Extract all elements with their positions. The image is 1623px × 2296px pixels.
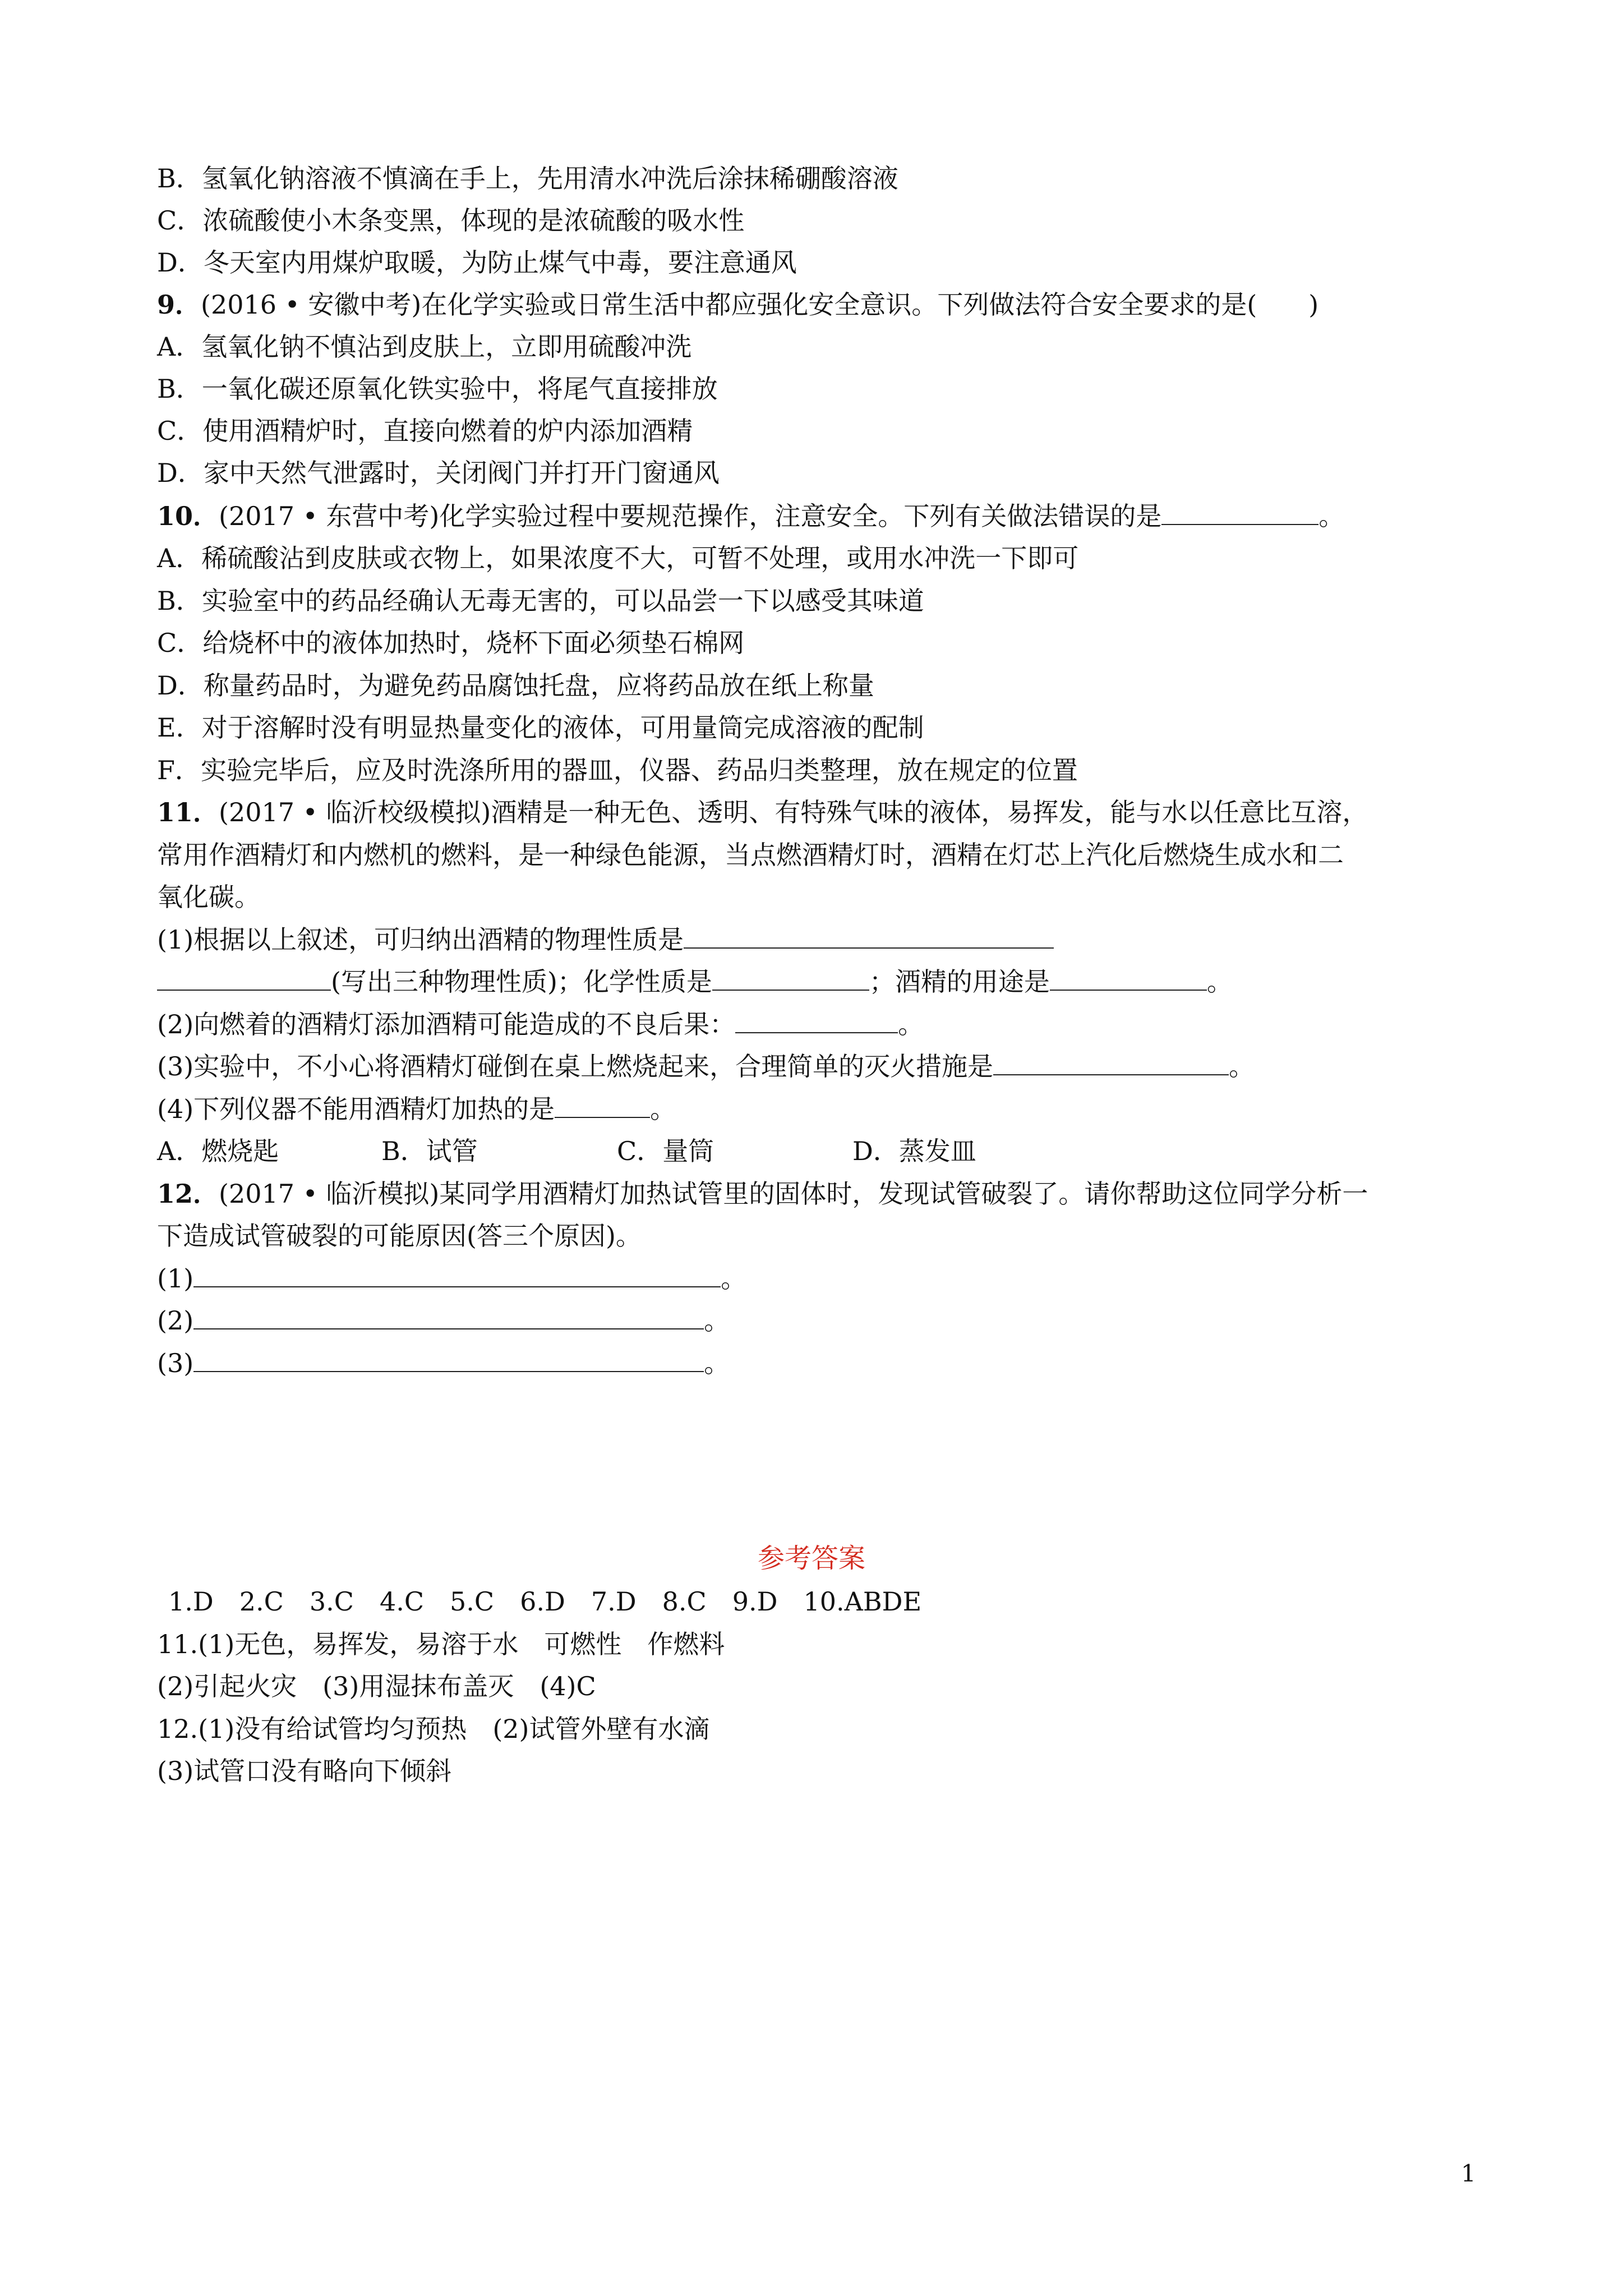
q9-option-d: D．家中天然气泄露时，关闭阀门并打开门窗通风 <box>157 458 720 488</box>
q11-part2-blank[interactable] <box>735 1004 898 1033</box>
q10-option-e: E．对于溶解时没有明显热量变化的液体，可用量筒完成溶液的配制 <box>157 712 924 743</box>
q11-option-b: B．试管 <box>381 1136 478 1166</box>
answers-line1: 1.D 2.C 3.C 4.C 5.C 6.D 7.D 8.C 9.D 10.ABDE <box>168 1586 922 1617</box>
q11-option-a: A．燃烧匙 <box>157 1136 279 1166</box>
q11-part3 <box>157 1045 1469 1088</box>
q10-stem <box>157 495 1469 537</box>
q11-part1-blank2[interactable] <box>712 961 869 991</box>
q11-part2-text: (2)向燃着的酒精灯添加酒精可能造成的不良后果： <box>157 1009 736 1039</box>
q11-part1-blank3[interactable] <box>1050 961 1207 991</box>
q11-part1-line2 <box>157 960 1469 1003</box>
q11-part4-end: 。 <box>650 1094 676 1124</box>
q10-stem-end: 。 <box>1318 501 1345 531</box>
q12-reason3-end: 。 <box>704 1348 730 1378</box>
q11-number: 11． <box>157 797 219 827</box>
q11-part1-text: (1)根据以上叙述，可归纳出酒精的物理性质是 <box>157 924 684 955</box>
q11-part4-blank[interactable] <box>555 1089 650 1118</box>
q9-stem <box>157 283 1469 326</box>
q9-option-a: A．氢氧化钠不慎沾到皮肤上，立即用硫酸冲洗 <box>157 332 692 362</box>
q12-stem-text: (2017 • 临沂模拟)某同学用酒精灯加热试管里的固体时，发现试管破裂了。请你帮助这位同学分析一 <box>219 1179 1368 1209</box>
page-number: 1 <box>1461 2160 1476 2187</box>
q10-option-f: F．实验完毕后，应及时洗涤所用的器皿，仪器、药品归类整理，放在规定的位置 <box>157 755 1078 785</box>
q12-reason1-label: (1) <box>157 1263 194 1294</box>
q10-option-a: A．稀硫酸沾到皮肤或衣物上，如果浓度不大，可暂不处理，或用水冲洗一下即可 <box>157 543 1079 573</box>
q11-part1-physical-note: (写出三种物理性质)；化学性质是 <box>331 967 712 997</box>
answers-line2: 11.(1)无色，易挥发，易溶于水 可燃性 作燃料 <box>157 1629 725 1659</box>
q12-reason3 <box>157 1342 1469 1384</box>
answers-title: 参考答案 <box>757 1543 865 1574</box>
q12-reason3-blank[interactable] <box>193 1343 704 1372</box>
q11-option-d: D．蒸发皿 <box>852 1136 976 1166</box>
q8-option-b: B．氢氧化钠溶液不慎滴在手上，先用清水冲洗后涂抹稀硼酸溶液 <box>157 163 898 194</box>
q11-stem-text: (2017 • 临沂校级模拟)酒精是一种无色、透明、有特殊气味的液体，易挥发，能与水以任意比互溶， <box>219 797 1368 827</box>
q11-part3-blank[interactable] <box>993 1046 1229 1075</box>
q12-stem-line2: 下造成试管破裂的可能原因(答三个原因)。 <box>157 1221 642 1251</box>
q9-option-b: B．一氧化碳还原氧化铁实验中，将尾气直接排放 <box>157 374 718 404</box>
q10-option-d: D．称量药品时，为避免药品腐蚀托盘，应将药品放在纸上称量 <box>157 670 874 701</box>
q12-reason2-label: (2) <box>157 1305 194 1336</box>
q11-part1-blank1[interactable] <box>684 919 1054 949</box>
q12-number: 12． <box>157 1179 219 1209</box>
q9-option-c: C．使用酒精炉时，直接向燃着的炉内添加酒精 <box>157 416 693 446</box>
q11-part2-end: 。 <box>898 1009 924 1039</box>
q11-stem-line3: 氧化碳。 <box>157 882 260 912</box>
q11-part4 <box>157 1088 1469 1130</box>
q11-part1-use-text: ；酒精的用途是 <box>869 967 1050 997</box>
q12-reason1-end: 。 <box>721 1263 747 1294</box>
q11-part1-blank1-cont[interactable] <box>157 961 331 991</box>
q11-part2 <box>157 1003 1469 1046</box>
q11-part4-options <box>157 1130 1469 1172</box>
q11-part1-line1 <box>157 918 1469 961</box>
q12-reason1-blank[interactable] <box>193 1258 721 1287</box>
q12-reason1 <box>157 1257 1469 1300</box>
q11-stem-line2: 常用作酒精灯和内燃机的燃料，是一种绿色能源，当点燃酒精灯时，酒精在灯芯上汽化后燃烧生成水和二 <box>157 840 1344 870</box>
q10-option-b: B．实验室中的药品经确认无毒无害的，可以品尝一下以感受其味道 <box>157 586 924 616</box>
q11-option-c: C．量筒 <box>617 1136 714 1166</box>
q12-stem-line1 <box>157 1172 1469 1215</box>
q12-reason2-end: 。 <box>704 1305 730 1336</box>
q11-stem-line1 <box>157 791 1469 834</box>
q11-part4-text: (4)下列仪器不能用酒精灯加热的是 <box>157 1094 555 1124</box>
answers-line3: (2)引起火灾 (3)用湿抹布盖灭 (4)C <box>157 1671 596 1701</box>
q10-option-c: C．给烧杯中的液体加热时，烧杯下面必须垫石棉网 <box>157 628 745 658</box>
q12-reason3-label: (3) <box>157 1348 194 1378</box>
q9-stem-text: (2016 • 安徽中考)在化学实验或日常生活中都应强化安全意识。下列做法符合安全要求的是( ) <box>201 289 1319 320</box>
q8-option-c: C．浓硫酸使小木条变黑，体现的是浓硫酸的吸水性 <box>157 205 745 236</box>
q9-number: 9． <box>157 289 201 320</box>
q8-option-d: D．冬天室内用煤炉取暖，为防止煤气中毒，要注意通风 <box>157 247 797 278</box>
q11-part3-text: (3)实验中，不小心将酒精灯碰倒在桌上燃烧起来，合理简单的灭火措施是 <box>157 1051 994 1082</box>
answers-line4: 12.(1)没有给试管均匀预热 (2)试管外壁有水滴 <box>157 1714 710 1744</box>
q12-reason2-blank[interactable] <box>193 1300 704 1329</box>
q11-part1-end: 。 <box>1206 967 1233 997</box>
q11-part3-end: 。 <box>1229 1051 1255 1082</box>
q10-number: 10． <box>157 501 219 531</box>
answers-line5: (3)试管口没有略向下倾斜 <box>157 1756 452 1786</box>
q10-answer-blank[interactable] <box>1161 496 1318 525</box>
q12-reason2 <box>157 1299 1469 1342</box>
q10-stem-text: (2017 • 东营中考)化学实验过程中要规范操作，注意安全。下列有关做法错误的是 <box>219 501 1162 531</box>
